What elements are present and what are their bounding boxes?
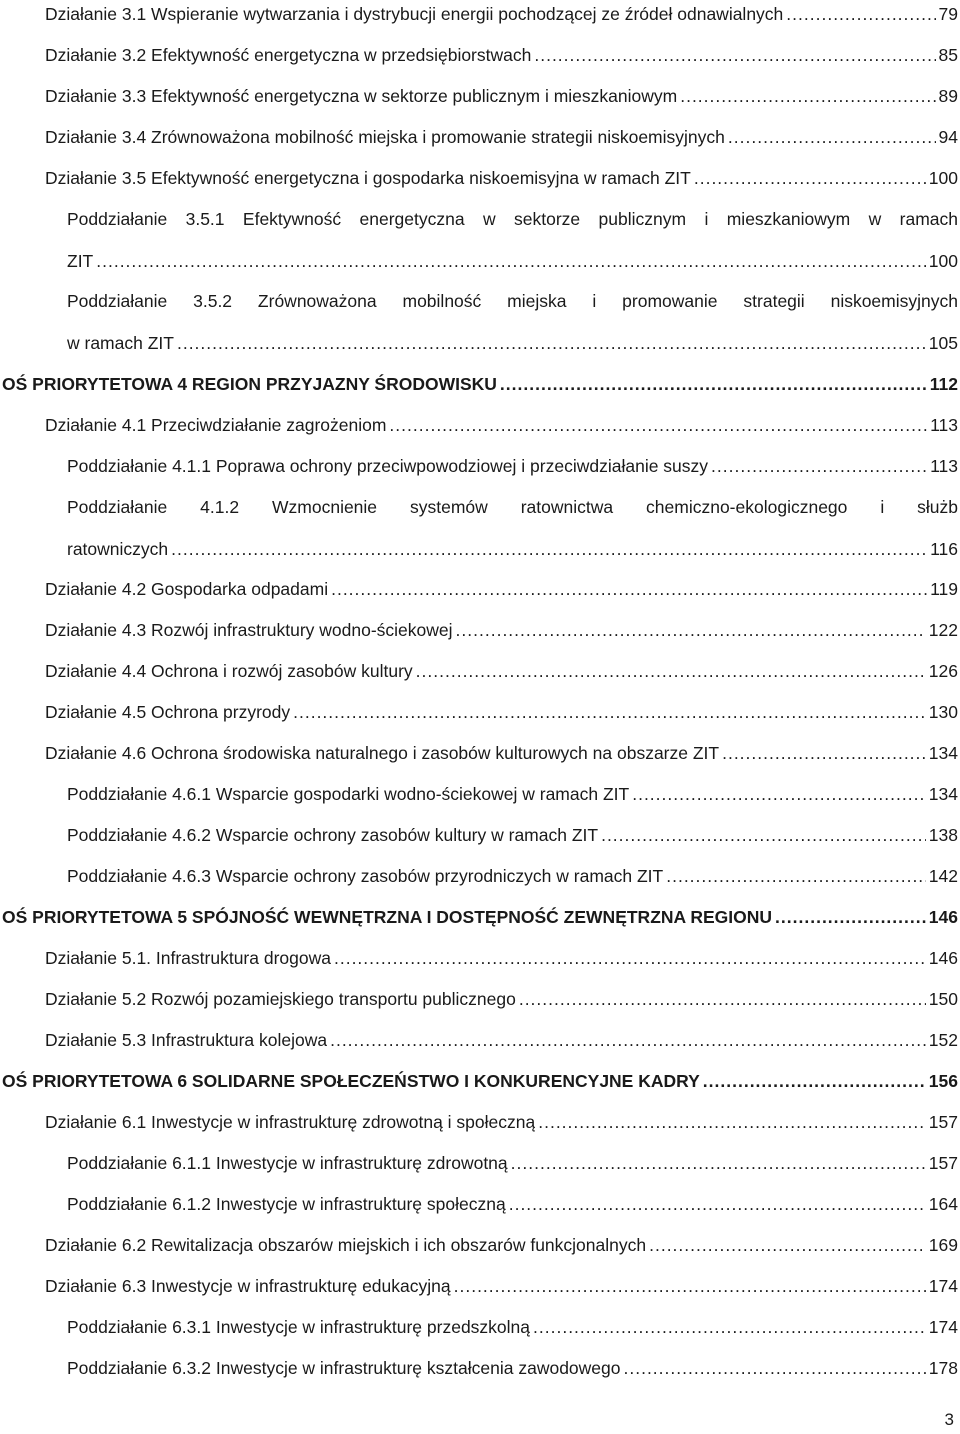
toc-entry-page: 94 (938, 127, 958, 147)
toc-entry-page: 122 (928, 620, 958, 640)
dot-leader (666, 864, 926, 888)
toc-entry[interactable] (45, 2, 958, 26)
toc-entry-title: Działanie 5.1. Infrastruktura drogowa (45, 948, 331, 968)
toc-entry[interactable] (45, 618, 958, 642)
toc-entry[interactable] (45, 946, 958, 970)
toc-entry[interactable] (67, 1356, 958, 1380)
toc-entry-title-line1: Poddziałanie 4.1.2 Wzmocnienie systemów ratownictwa chemiczno-ekologicznego i służb (67, 497, 958, 517)
toc-entry-title: Działanie 5.2 Rozwój pozamiejskiego transportu publicznego (45, 989, 516, 1009)
dot-leader (728, 125, 936, 149)
dot-leader (533, 1315, 926, 1339)
toc-entry-page: 100 (928, 168, 958, 188)
toc-entry[interactable] (45, 987, 958, 1011)
toc-entry[interactable] (45, 741, 958, 765)
toc-entry[interactable] (45, 1274, 958, 1298)
toc-entry[interactable] (67, 207, 958, 273)
toc-entry-title: OŚ PRIORYTETOWA 6 SOLIDARNE SPOŁECZEŃSTWO I KONKURENCYJNE KADRY (2, 1071, 700, 1091)
toc-entry-page: 130 (928, 702, 958, 722)
toc-entry-page: 174 (928, 1276, 958, 1296)
toc-entry-title-line2: w ramach ZIT (67, 333, 174, 353)
toc-entry-title: Poddziałanie 4.6.2 Wsparcie ochrony zasobów kultury w ramach ZIT (67, 825, 599, 845)
dot-leader (534, 43, 935, 67)
dot-leader (330, 1028, 926, 1052)
toc-entry-title: Działanie 4.2 Gospodarka odpadami (45, 579, 329, 599)
toc-entry-title: Działanie 6.3 Inwestycje w infrastrukturę edukacyjną (45, 1276, 451, 1296)
toc-entry-page: 138 (928, 825, 958, 845)
toc-entry-page: 152 (928, 1030, 958, 1050)
toc-entry-page: 150 (928, 989, 958, 1009)
toc-entry-page: 112 (929, 374, 958, 394)
dot-leader (703, 1069, 926, 1093)
toc-entry-page: 113 (930, 415, 958, 435)
toc-entry-title: Poddziałanie 6.3.2 Inwestycje w infrastrukturę kształcenia zawodowego (67, 1358, 621, 1378)
dot-leader (293, 700, 926, 724)
dot-leader (456, 618, 926, 642)
toc-entry-title: Poddziałanie 6.1.2 Inwestycje w infrastrukturę społeczną (67, 1194, 506, 1214)
toc-entry-title: Poddziałanie 4.6.3 Wsparcie ochrony zasobów przyrodniczych w ramach ZIT (67, 866, 664, 886)
dot-leader (511, 1151, 926, 1175)
toc-entry-title: Działanie 3.5 Efektywność energetyczna i gospodarka niskoemisyjna w ramach ZIT (45, 168, 691, 188)
toc-entry-page: 164 (928, 1194, 958, 1214)
toc-entry-page: 119 (930, 579, 958, 599)
toc-entry-title: Działanie 6.1 Inwestycje w infrastrukturę zdrowotną i społeczną (45, 1112, 536, 1132)
toc-entry-title: Działanie 3.2 Efektywność energetyczna w przedsiębiorstwach (45, 45, 532, 65)
toc-entry[interactable] (45, 1110, 958, 1134)
toc-entry-page: 178 (928, 1358, 958, 1378)
dot-leader (680, 84, 935, 108)
toc-entry-title: Działanie 6.2 Rewitalizacja obszarów miejskich i ich obszarów funkcjonalnych (45, 1235, 647, 1255)
toc-entry-page: 174 (928, 1317, 958, 1337)
dot-leader (334, 946, 926, 970)
toc-entry-page: 157 (928, 1112, 958, 1132)
toc-entry-page: 157 (928, 1153, 958, 1173)
toc-entry[interactable] (45, 125, 958, 149)
dot-leader (509, 1192, 926, 1216)
toc-entry-title: Działanie 4.4 Ochrona i rozwój zasobów kultury (45, 661, 413, 681)
toc-entry[interactable] (45, 84, 958, 108)
dot-leader (711, 454, 927, 478)
toc-entry-page: 116 (930, 539, 958, 559)
toc-entry-page: 85 (938, 45, 958, 65)
toc-entry-title: Poddziałanie 4.6.1 Wsparcie gospodarki wodno-ściekowej w ramach ZIT (67, 784, 630, 804)
toc-entry-title: Poddziałanie 6.3.1 Inwestycje w infrastrukturę przedszkolną (67, 1317, 531, 1337)
dot-leader (171, 537, 927, 561)
toc-entry[interactable] (45, 700, 958, 724)
toc-entry[interactable] (67, 823, 958, 847)
toc-entry-title: Działanie 4.5 Ochrona przyrody (45, 702, 291, 722)
toc-entry[interactable] (67, 782, 958, 806)
toc-entry[interactable] (45, 1028, 958, 1052)
dot-leader (722, 741, 926, 765)
toc-entry[interactable] (45, 166, 958, 190)
toc-entry[interactable] (45, 659, 958, 683)
toc-entry-title-line1: Poddziałanie 3.5.2 Zrównoważona mobilność miejska i promowanie strategii niskoemisyjnych (67, 291, 958, 311)
toc-entry-page: 142 (928, 866, 958, 886)
toc-entry-title: OŚ PRIORYTETOWA 4 REGION PRZYJAZNY ŚRODOWISKU (2, 374, 497, 394)
toc-entry-title: Działanie 3.3 Efektywność energetyczna w sektorze publicznym i mieszkaniowym (45, 86, 678, 106)
dot-leader (632, 782, 926, 806)
toc-entry-title-line2: ZIT (67, 251, 94, 271)
toc-entry-page: 105 (928, 333, 958, 353)
toc-entry-title: Poddziałanie 6.1.1 Inwestycje w infrastrukturę zdrowotną (67, 1153, 508, 1173)
toc-entry-title-line2: ratowniczych (67, 539, 169, 559)
toc-entry-title: Poddziałanie 4.1.1 Poprawa ochrony przeciwpowodziowej i przeciwdziałanie suszy (67, 456, 709, 476)
dot-leader (624, 1356, 926, 1380)
toc-entry-title: Działanie 4.6 Ochrona środowiska naturalnego i zasobów kulturowych na obszarze ZIT (45, 743, 720, 763)
toc-entry[interactable] (67, 495, 958, 561)
toc-entry-page: 169 (928, 1235, 958, 1255)
dot-leader (177, 331, 926, 355)
toc-entry-title: OŚ PRIORYTETOWA 5 SPÓJNOŚĆ WEWNĘTRZNA I DOSTĘPNOŚĆ ZEWNĘTRZNA REGIONU (2, 907, 773, 927)
toc-entry-title: Działanie 4.1 Przeciwdziałanie zagrożeniom (45, 415, 387, 435)
dot-leader (649, 1233, 926, 1257)
dot-leader (454, 1274, 926, 1298)
toc-entry-page: 79 (938, 4, 958, 24)
toc-entry-page: 89 (938, 86, 958, 106)
toc-entry[interactable] (67, 864, 958, 888)
toc-entry[interactable] (67, 454, 958, 478)
toc-entry[interactable] (67, 1315, 958, 1339)
toc-entry[interactable] (67, 1192, 958, 1216)
toc-entry[interactable] (2, 1069, 958, 1093)
dot-leader (786, 2, 935, 26)
toc-entry-page: 134 (928, 743, 958, 763)
toc-entry-page: 126 (928, 661, 958, 681)
toc-entry-page: 146 (928, 907, 958, 927)
toc-entry[interactable] (2, 905, 958, 929)
toc-entry[interactable] (67, 1151, 958, 1175)
dot-leader (500, 372, 927, 396)
dot-leader (775, 905, 926, 929)
dot-leader (694, 166, 926, 190)
toc-entry[interactable] (45, 43, 958, 67)
dot-leader (331, 577, 927, 601)
toc-entry-title-line1: Poddziałanie 3.5.1 Efektywność energetyczna w sektorze publicznym i mieszkaniowym w ramach (67, 209, 958, 229)
page-number: 3 (944, 1410, 954, 1429)
dot-leader (96, 249, 926, 273)
toc-entry-page: 100 (928, 251, 958, 271)
dot-leader (601, 823, 926, 847)
toc-entry[interactable] (45, 577, 958, 601)
toc-entry-title: Działanie 4.3 Rozwój infrastruktury wodno-ściekowej (45, 620, 453, 640)
toc-entry-page: 146 (928, 948, 958, 968)
toc-entry-title: Działanie 5.3 Infrastruktura kolejowa (45, 1030, 328, 1050)
toc-entry-page: 134 (928, 784, 958, 804)
toc-entry-title: Działanie 3.1 Wspieranie wytwarzania i dystrybucji energii pochodzącej ze źródeł odnawialnych (45, 4, 784, 24)
dot-leader (538, 1110, 926, 1134)
toc-entry-page: 156 (928, 1071, 958, 1091)
dot-leader (416, 659, 926, 683)
toc-entry[interactable] (2, 372, 958, 396)
toc-entry[interactable] (67, 289, 958, 355)
dot-leader (389, 413, 927, 437)
toc-entry[interactable] (45, 413, 958, 437)
toc-entry-page: 113 (930, 456, 958, 476)
toc-entry-title: Działanie 3.4 Zrównoważona mobilność miejska i promowanie strategii niskoemisyjnych (45, 127, 725, 147)
dot-leader (519, 987, 926, 1011)
toc-entry[interactable] (45, 1233, 958, 1257)
